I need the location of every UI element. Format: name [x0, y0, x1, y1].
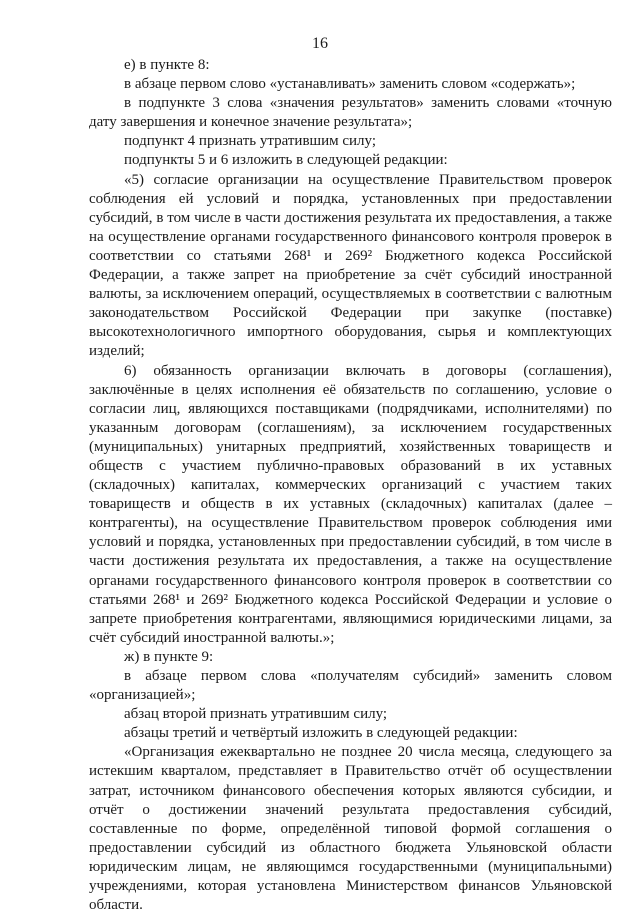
paragraph: абзацы третий и четвёртый изложить в следующей редакции:	[124, 725, 518, 742]
paragraph: ж) в пункте 9:	[124, 648, 214, 665]
paragraph: в абзаце первом слово «устанавливать» заменить словом «содержать»;	[124, 76, 576, 93]
paragraph: «5) согласие организации на осуществление Правительством проверок соблюдения ей условий и порядка, установленных при предоставлении субсидий, в том числе в части достижения результата их предоставления, а также на осуществление органами государственного финансового контроля проверок в соответствии со статьями 268¹ и 269² Бюджетного кодекса Российской Федерации, а также запрет на приобретение за счёт субсидий иностранной валюты, за исключением операций, осуществляемых в соответствии с валютным законодательством Российской Федерации при закупке (поставке) высокотехнологичного импортного оборудования, сырья и комплектующих изделий;	[89, 171, 612, 360]
paragraph: 6) обязанность организации включать в договоры (соглашения), заключённые в целях исполнения её обязательств по соглашению, условие о согласии лиц, являющихся поставщиками (подрядчиками, исполнителями) по указанным договорам (соглашениям), за исключением государственных (муниципальных) унитарных предприятий, хозяйственных товариществ и обществ с участием публично-правовых образований в их уставных (складочных) капиталах, коммерческих организаций с участием таких товариществ и обществ в их уставных (складочных) капиталах (далее – контрагенты), на осуществление Правительством проверок соблюдения ими условий и порядка, установленных при предоставлении субсидий, в том числе в части достижения результата их предоставления, а также на осуществление органами государственного финансового контроля проверок в соответствии со статьями 268¹ и 269² Бюджетного кодекса Российской Федерации и условие о запрете приобретения контрагентами, являющимися юридическими лицами, за счёт субсидий иностранной валюты.»;	[89, 362, 612, 646]
page-number: 16	[312, 35, 328, 52]
body-text	[89, 56, 612, 915]
paragraph: подпункт 4 признать утратившим силу;	[124, 133, 376, 150]
paragraph: в подпункте 3 слова «значения результатов» заменить словами «точную дату завершения и конечное значение результата»;	[89, 95, 612, 131]
paragraph: в абзаце первом слова «получателям субсидий» заменить словом «организацией»;	[89, 668, 612, 704]
paragraph: е) в пункте 8:	[124, 57, 210, 73]
paragraph: абзац второй признать утратившим силу;	[124, 706, 388, 723]
paragraph: подпункты 5 и 6 изложить в следующей редакции:	[124, 152, 448, 169]
paragraph: «Организация ежеквартально не позднее 20 числа месяца, следующего за истекшим кварталом, представляет в Правительство отчёт об осуществлении затрат, источником финансового обеспечения которых являются субсидии, и отчёт о достижении значений результата предоставления субсидий, составленные по форме, определённой типовой формой соглашения о предоставлении субсидий из областного бюджета Ульяновской области юридическим лицам, не являющимся государственными (муниципальными) учреждениями, которая установлена Министерством финансов Ульяновской области.	[89, 744, 612, 914]
